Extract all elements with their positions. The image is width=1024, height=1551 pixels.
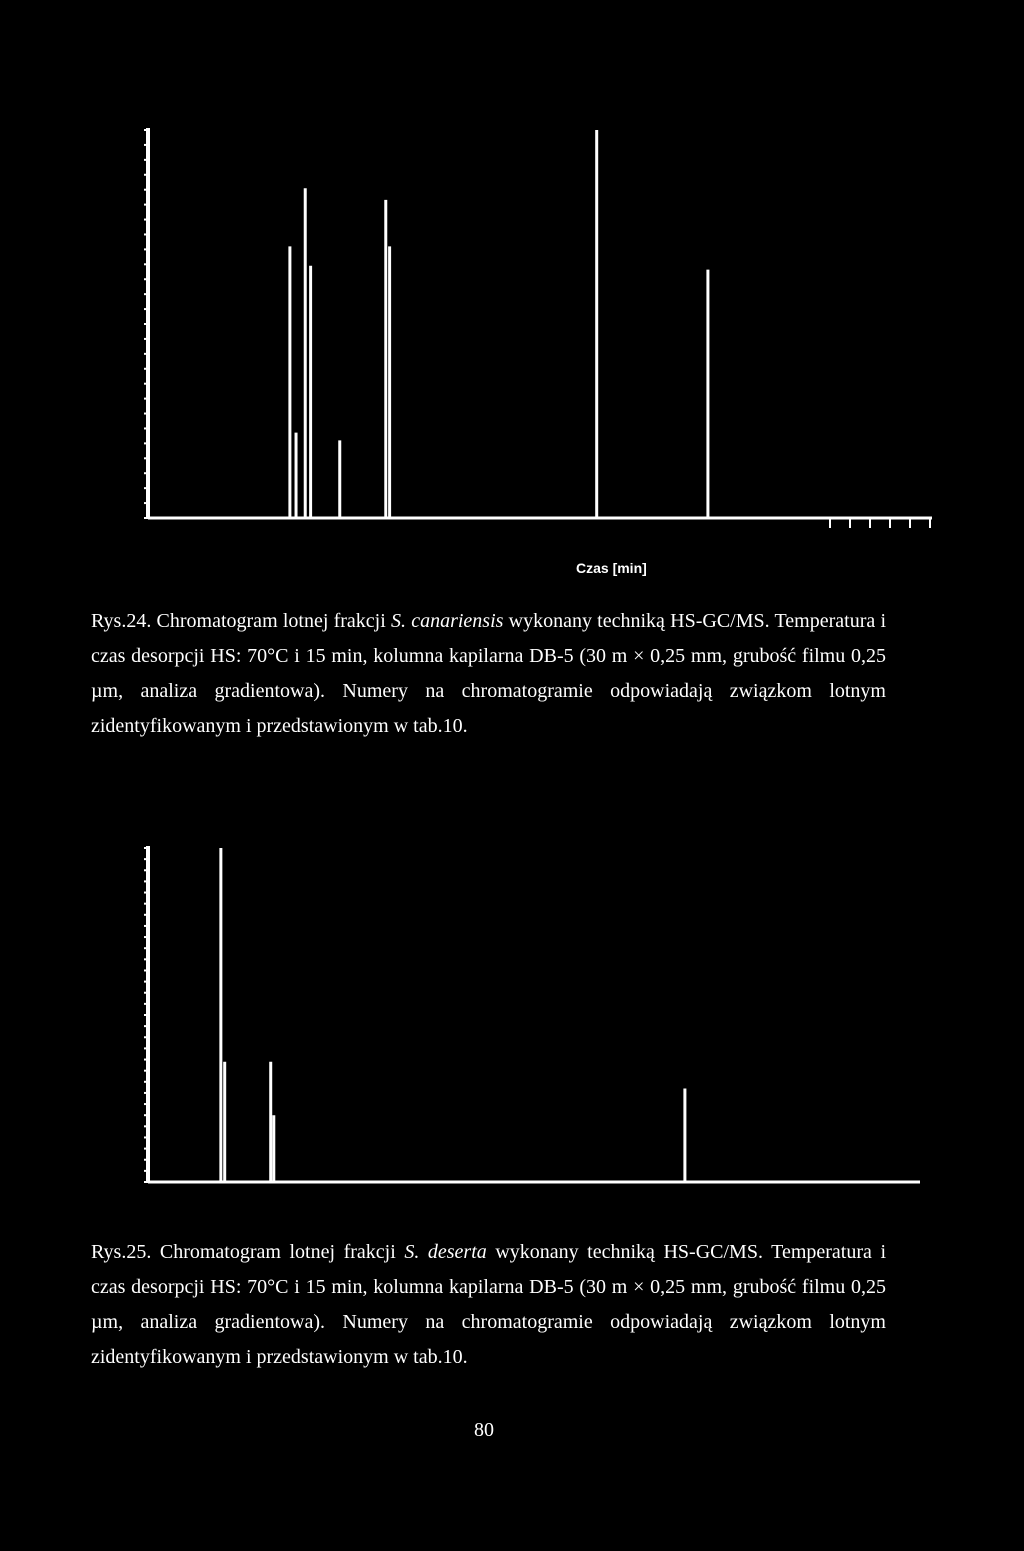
- caption-species: S. canariensis: [391, 610, 504, 632]
- caption-body: wykonany techniką HS-GC/MS. Temperatura i czas desorpcji HS: 70°C i 15 min, kolumna kapilarna DB-5 (30 m × 0,25 mm, grubość filmu 0,25 µm, analiza gradientowa). Numery na chromatogramie odpowiadają związkom lotnym zidentyfikowanym i przedstawionym w tab.10.: [91, 1241, 886, 1368]
- x-axis-title: Czas [min]: [576, 560, 647, 576]
- figure-caption-rys25: [91, 1235, 886, 1375]
- figure-caption-rys24: [91, 604, 886, 744]
- caption-body: wykonany techniką HS-GC/MS. Temperatura i czas desorpcji HS: 70°C i 15 min, kolumna kapilarna DB-5 (30 m × 0,25 mm, grubość filmu 0,25 µm, analiza gradientowa). Numery na chromatogramie odpowiadają związkom lotnym zidentyfikowanym i przedstawionym w tab.10.: [91, 610, 887, 737]
- caption-species: S. deserta: [404, 1241, 487, 1263]
- chromatogram-s-canariensis: [0, 0, 1024, 560]
- page-number: 80: [474, 1419, 494, 1441]
- caption-prefix: Rys.25. Chromatogram lotnej frakcji: [91, 1241, 405, 1263]
- caption-prefix: Rys.24. Chromatogram lotnej frakcji: [91, 610, 391, 632]
- chromatogram-s-deserta: [0, 820, 1024, 1200]
